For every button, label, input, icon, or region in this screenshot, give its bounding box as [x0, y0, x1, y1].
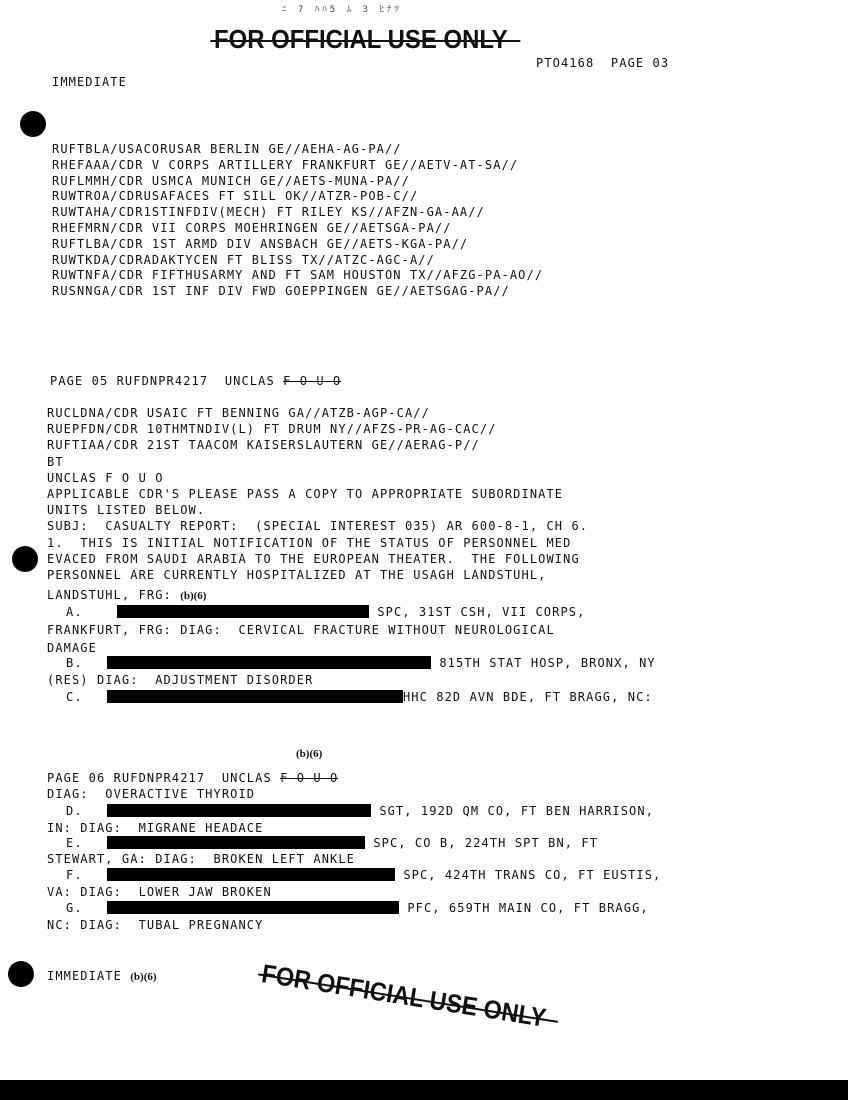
entry-a-diag-cont: DAMAGE [47, 641, 97, 655]
entry-f-diag: VA: DIAG: LOWER JAW BROKEN [47, 885, 272, 899]
message-line: UNCLAS F O U O [47, 470, 164, 485]
entry-g-diag: NC: DIAG: TUBAL PREGNANCY [47, 918, 264, 932]
redaction-bar [117, 605, 369, 618]
message-line: RUEPFDN/CDR 10THMTNDIV(L) FT DRUM NY//AFZS-PR-AG-CAC// [47, 422, 497, 437]
message-line: EVACED FROM SAUDI ARABIA TO THE EUROPEAN THEATER. THE FOLLOWING [47, 551, 580, 566]
redaction-bar [107, 804, 371, 817]
entry-b: B. 815TH STAT HOSP, BRONX, NY [66, 656, 656, 670]
page-header-06: PAGE 06 RUFDNPR4217 UNCLAS F O U O [47, 771, 339, 785]
classification-stamp-top: FOR OFFICIAL USE ONLY [214, 24, 508, 54]
message-line: RUFTLBA/CDR 1ST ARMD DIV ANSBACH GE//AETS-KGA-PA// [52, 236, 469, 251]
exemption-code: (b)(6) [180, 590, 207, 602]
message-line: SUBJ: CASUALTY REPORT: (SPECIAL INTEREST 035) AR 600-8-1, CH 6. [47, 519, 589, 534]
redaction-bar [107, 656, 431, 669]
page-header-05: PAGE 05 RUFDNPR4217 UNCLAS F O U O [50, 374, 342, 388]
entry-e: E. SPC, CO B, 224TH SPT BN, FT [66, 836, 599, 850]
message-line: APPLICABLE CDR'S PLEASE PASS A COPY TO APPROPRIATE SUBORDINATE [47, 487, 564, 501]
redaction-bar [107, 868, 395, 881]
redaction-bar [107, 836, 365, 849]
exemption-code-center: (b)(6) [296, 748, 323, 760]
redaction-bar [107, 901, 399, 914]
punch-hole-top [20, 111, 46, 137]
precedence-bottom: IMMEDIATE (b)(6) [47, 969, 157, 983]
message-line: RUFLMMH/CDR USMCA MUNICH GE//AETS-MUNA-PA// [52, 173, 410, 188]
redaction-bar [107, 690, 403, 703]
scan-border-bottom [0, 1080, 848, 1100]
entry-g: G. PFC, 659TH MAIN CO, FT BRAGG, [66, 901, 649, 915]
entry-e-diag: STEWART, GA: DIAG: BROKEN LEFT ANKLE [47, 852, 356, 866]
message-line: UNITS LISTED BELOW. [47, 503, 206, 518]
struck-marking: F O U O [280, 771, 339, 785]
entry-c: C. HHC 82D AVN BDE, FT BRAGG, NC: [66, 690, 653, 704]
entry-f: F. SPC, 424TH TRANS CO, FT EUSTIS, [66, 868, 662, 882]
message-line: RUSNNGA/CDR 1ST INF DIV FWD GOEPPINGEN GE//AETSGAG-PA// [52, 284, 510, 299]
entry-b-diag: (RES) DIAG: ADJUSTMENT DISORDER [47, 673, 314, 687]
message-line: RUFTIAA/CDR 21ST TAACOM KAISERSLAUTERN GE//AERAG-P// [47, 438, 480, 453]
message-line: RUCLDNA/CDR USAIC FT BENNING GA//ATZB-AGP-CA// [47, 406, 430, 420]
punch-hole-middle [12, 546, 38, 572]
message-line: RHEFAAA/CDR V CORPS ARTILLERY FRANKFURT GE//AETV-AT-SA// [52, 157, 519, 172]
entry-a: A. SPC, 31ST CSH, VII CORPS, [66, 605, 586, 619]
struck-marking: F O U O [283, 374, 342, 388]
punch-hole-bottom [8, 961, 34, 987]
classification-stamp-bottom: FOR OFFICIAL USE ONLY [259, 958, 549, 1033]
message-line: BT [47, 454, 64, 469]
message-line: RUFTBLA/USACORUSAR BERLIN GE//AEHA-AG-PA// [52, 142, 402, 156]
entry-d: D. SGT, 192D QM CO, FT BEN HARRISON, [66, 804, 655, 818]
precedence-top: IMMEDIATE [52, 75, 127, 89]
message-line: RUWTNFA/CDR FIFTHUSARMY AND FT SAM HOUSTON TX//AFZG-PA-AO// [52, 268, 544, 283]
scan-artifact-text: ﾆ 7 ﾊﾊ5 ﾑ 3 ﾋﾅﾂ [282, 5, 402, 15]
entry-d-diag: IN: DIAG: MIGRANE HEADACE [47, 821, 264, 835]
exemption-code-footer: (b)(6) [130, 971, 157, 983]
message-line: RHEFMRN/CDR VII CORPS MOEHRINGEN GE//AETSGA-PA// [52, 221, 452, 235]
message-line: RUWTAHA/CDR1STINFDIV(MECH) FT RILEY KS//AFZN-GA-AA// [52, 205, 485, 220]
message-line: RUWTROA/CDRUSAFACES FT SILL OK//ATZR-POB-C// [52, 189, 419, 204]
message-reference: PTO4168 PAGE 03 [536, 56, 670, 70]
landstuhl-line: LANDSTUHL, FRG: (b)(6) [47, 588, 207, 602]
message-line: RUWTKDA/CDRADAKTYCEN FT BLISS TX//ATZC-AGC-A// [52, 252, 435, 267]
message-line: PERSONNEL ARE CURRENTLY HOSPITALIZED AT THE USAGH LANDSTUHL, [47, 568, 547, 582]
entry-c-diag: DIAG: OVERACTIVE THYROID [47, 787, 256, 801]
entry-a-diag: FRANKFURT, FRG: DIAG: CERVICAL FRACTURE WITHOUT NEUROLOGICAL [47, 623, 555, 637]
message-line: 1. THIS IS INITIAL NOTIFICATION OF THE STATUS OF PERSONNEL MED [47, 535, 572, 550]
